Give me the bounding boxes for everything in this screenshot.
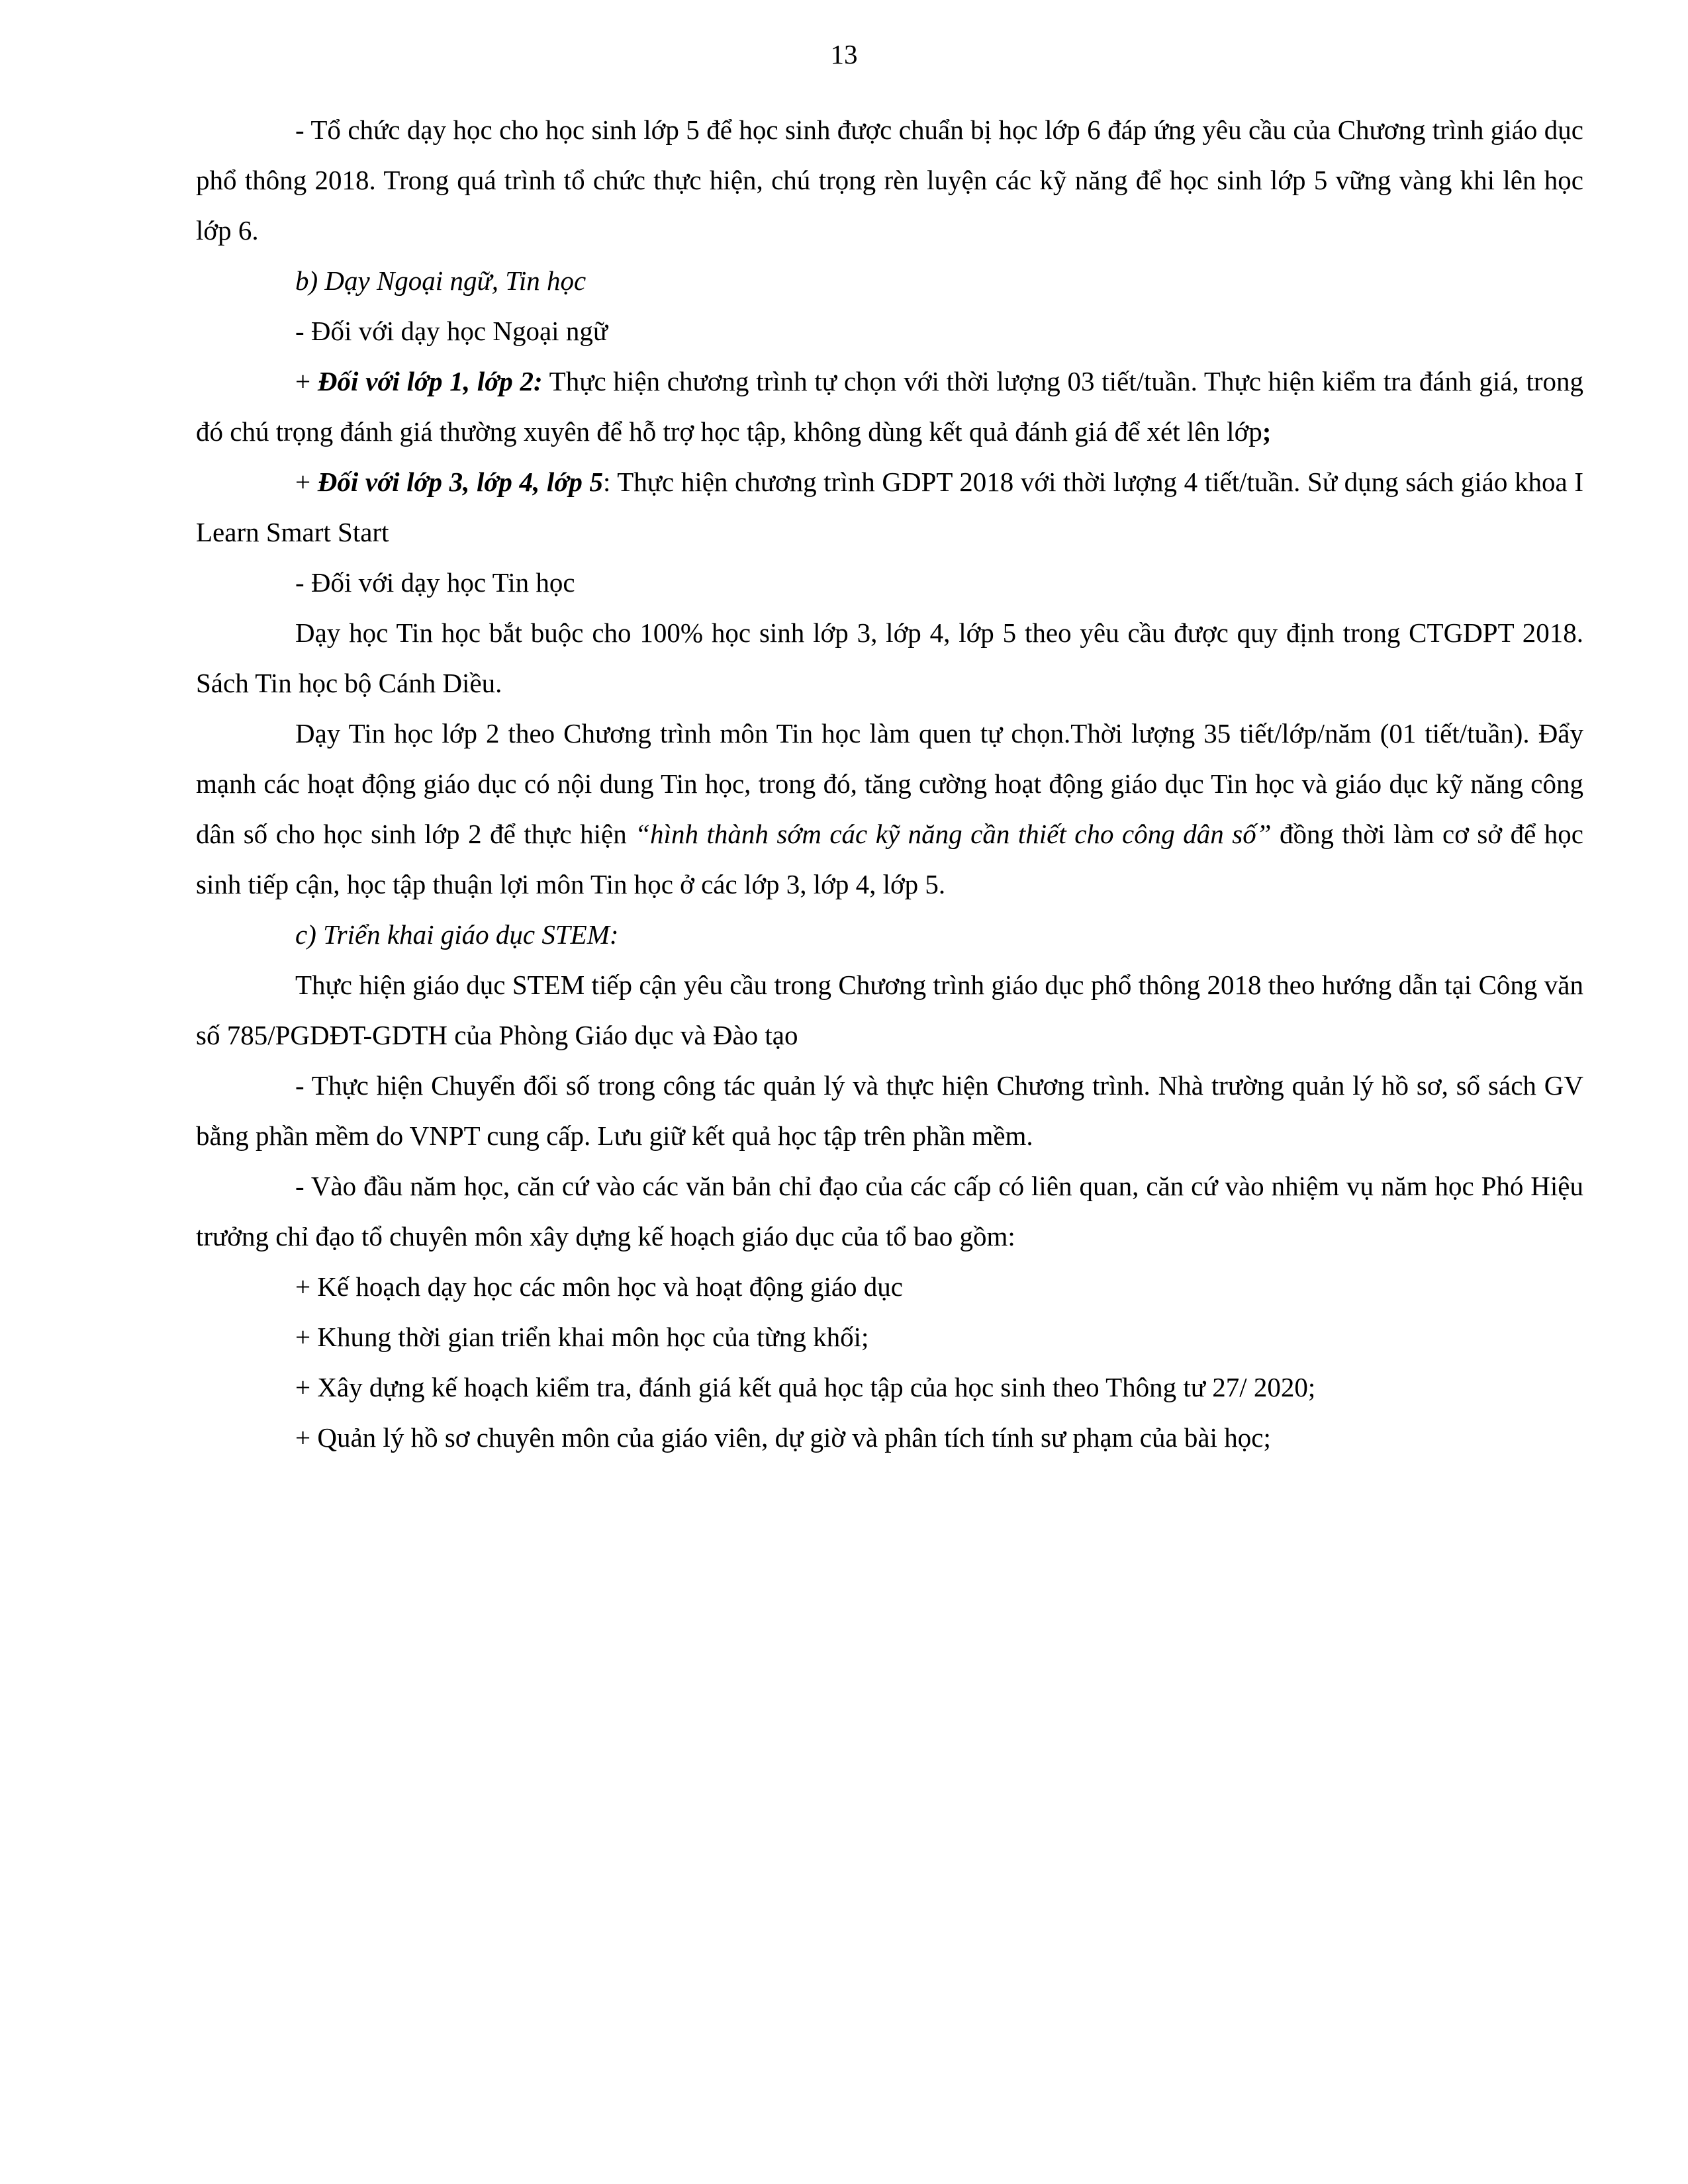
heading-b-day-ngoai-ngu-tin-hoc: b) Dạy Ngoại ngữ, Tin học: [295, 265, 586, 296]
bullet-plus-1: +: [295, 366, 318, 396]
paragraph-lop-1-lop-2: [196, 356, 1583, 457]
quote-hinh-thanh-som: “hình thành sớm các kỹ năng cần thiết cho công dân số”: [635, 819, 1272, 849]
label-doi-voi-lop-3-lop-4-lop-5: Đối với lớp 3, lớp 4, lớp 5: [317, 467, 603, 497]
label-doi-voi-lop-1-lop-2: Đối với lớp 1, lớp 2:: [317, 366, 543, 396]
document-body: [196, 105, 1583, 1463]
list-item-quan-ly-ho-so: + Quản lý hồ sơ chuyên môn của giáo viên, dự giờ và phân tích tính sư phạm của bài học;: [295, 1422, 1271, 1453]
page-number: 13: [830, 39, 858, 69]
paragraph-tin-hoc-lop-2-after: đồng thời làm cơ sở để học sinh tiếp cận, học tập thuận lợi môn Tin học ở các lớp 3, lớp 4, lớp 5.: [196, 819, 1583, 899]
paragraph-tin-hoc-lop-2: [196, 708, 1583, 909]
paragraph-lop-1-lop-2-text: Thực hiện chương trình tự chọn với thời lượng 03 tiết/tuần. Thực hiện kiểm tra đánh giá, trong đó chú trọng đánh giá thường xuyên để hỗ trợ học tập, không dùng kết quả đánh giá để xét lên lớp: [196, 366, 1584, 447]
paragraph-tin-hoc-lop-2-before: Dạy Tin học lớp 2 theo Chương trình môn Tin học làm quen tự chọn.Thời lượng 35 tiết/lớp/năm (01 tiết/tuần). Đẩy mạnh các hoạt động giáo dục có nội dung Tin học, trong đó, tăng cường hoạt động giáo dục Tin học và giáo dục kỹ năng công dân số cho học sinh lớp 2 để thực hiện: [196, 718, 1583, 849]
paragraph-doi-voi-day-hoc-ngoai-ngu: - Đối với dạy học Ngoại ngữ: [295, 316, 608, 346]
paragraph-1: - Tổ chức dạy học cho học sinh lớp 5 để học sinh được chuẩn bị học lớp 6 đáp ứng yêu cầu của Chương trình giáo dục phổ thông 2018. Trong quá trình tổ chức thực hiện, chú trọng rèn luyện các kỹ năng để học sinh lớp 5 vững vàng khi lên học lớp 6.: [196, 114, 1583, 246]
paragraph-lop-3-lop-4-lop-5-text: : Thực hiện chương trình GDPT 2018 với thời lượng 4 tiết/tuần. Sử dụng sách giáo khoa I Learn Smart Start: [196, 467, 1583, 547]
bullet-plus-2: +: [295, 467, 318, 497]
list-item-ke-hoach-day-hoc: + Kế hoạch dạy học các môn học và hoạt động giáo dục: [295, 1271, 903, 1302]
list-item-xay-dung-ke-hoach-kiem-tra: + Xây dựng kế hoạch kiểm tra, đánh giá kết quả học tập của học sinh theo Thông tư 27/ 2020;: [295, 1372, 1316, 1402]
paragraph-vao-dau-nam-hoc: - Vào đầu năm học, căn cứ vào các văn bản chỉ đạo của các cấp có liên quan, căn cứ vào nhiệm vụ năm học Phó Hiệu trưởng chỉ đạo tổ chuyên môn xây dựng kế hoạch giáo dục của tổ bao gồm:: [196, 1171, 1583, 1251]
paragraph-chuyen-doi-so: - Thực hiện Chuyển đổi số trong công tác quản lý và thực hiện Chương trình. Nhà trường quản lý hồ sơ, sổ sách GV bằng phần mềm do VNPT cung cấp. Lưu giữ kết quả học tập trên phần mềm.: [196, 1070, 1583, 1151]
paragraph-lop-1-lop-2-trailing: ;: [1262, 416, 1272, 447]
paragraph-tin-hoc-bat-buoc: Dạy học Tin học bắt buộc cho 100% học sinh lớp 3, lớp 4, lớp 5 theo yêu cầu được quy định trong CTGDPT 2018. Sách Tin học bộ Cánh Diều.: [196, 617, 1583, 698]
paragraph-stem-cong-van: Thực hiện giáo dục STEM tiếp cận yêu cầu trong Chương trình giáo dục phổ thông 2018 theo hướng dẫn tại Công văn số 785/PGDĐT-GDTH của Phòng Giáo dục và Đào tạo: [196, 970, 1583, 1050]
heading-c-trien-khai-giao-duc-stem: c) Triển khai giáo dục STEM:: [295, 919, 619, 950]
paragraph-doi-voi-day-hoc-tin-hoc: - Đối với dạy học Tin học: [295, 567, 575, 598]
list-item-khung-thoi-gian: + Khung thời gian triển khai môn học của từng khối;: [295, 1322, 869, 1352]
paragraph-lop-3-lop-4-lop-5: [196, 457, 1583, 557]
